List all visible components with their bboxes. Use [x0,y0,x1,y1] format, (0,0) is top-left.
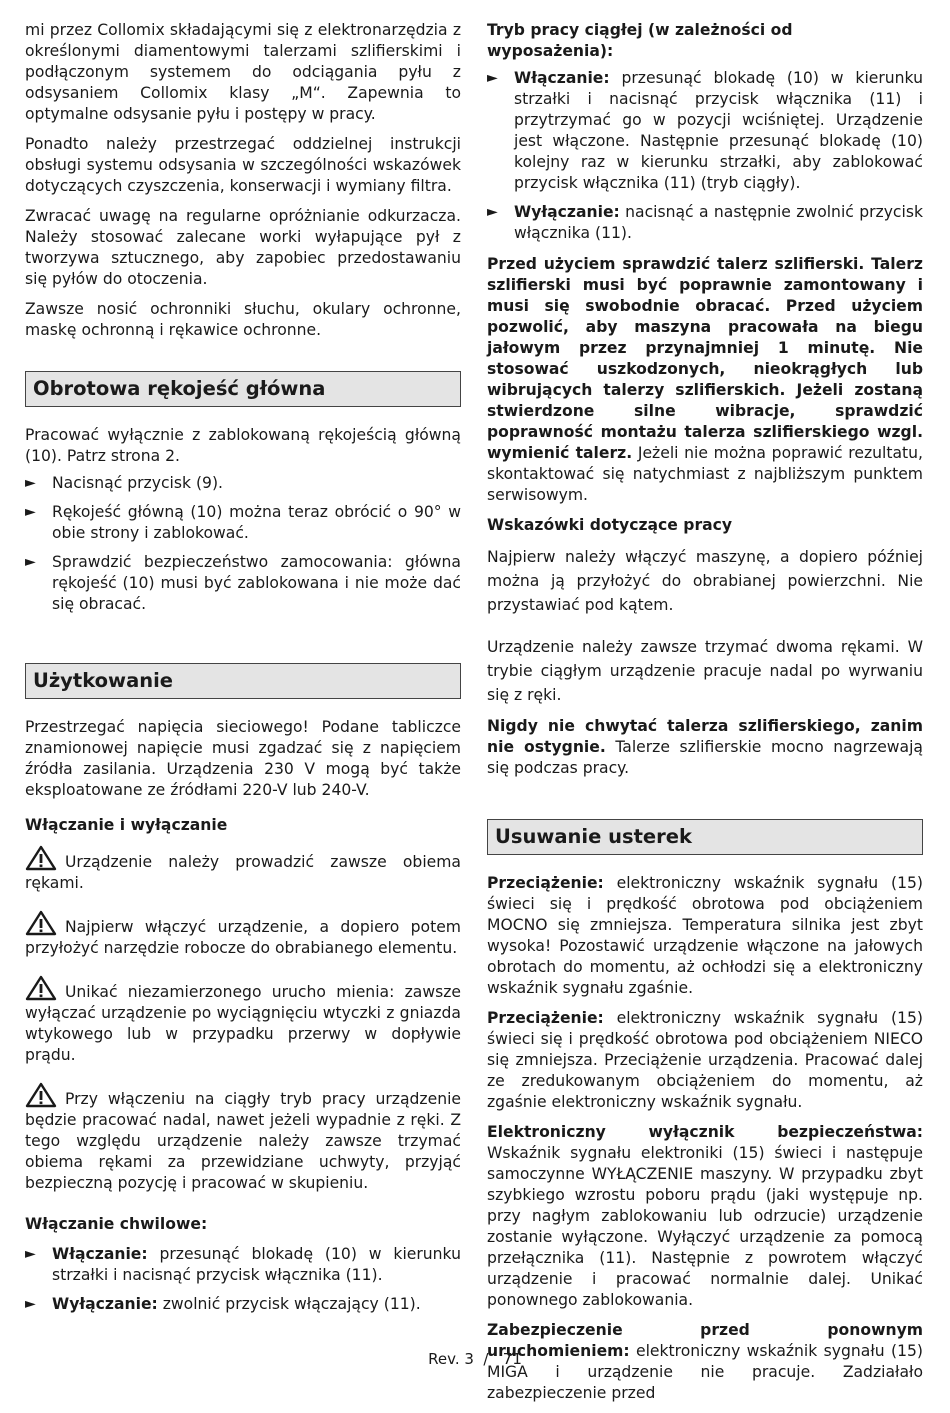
section-heading-rotating-handle: Obrotowa rękojeść główna [25,371,461,407]
warning-note: Najpierw włączyć urządzenie, a dopiero potem przyłożyć narzędzie robocze do obrabianego elementu. [25,910,461,959]
arrow-right-icon: ► [487,70,498,86]
list-item: ► Wyłączanie: nacisnąć a następnie zwolnić przycisk włącznika (11). [487,203,923,242]
left-column [25,20,461,1323]
paragraph: Przestrzegać napięcia sieciowego! Podane tabliczce znamionowej napięcie musi zgadzać się z napięciem źródła zasilania. Urządzenia 230 V mogą być także eksploatowane ze źródłami 220-V lub 240-V. [25,718,461,799]
paragraph: Urządzenie należy zawsze trzymać dwoma rękami. W trybie ciągłym urządzenie pracuje nadal po wyrwaniu się z ręki. [487,638,923,704]
paragraph: Pracować wyłącznie z zablokowaną rękojeścią główną (10). Patrz strona 2. [25,426,461,465]
arrow-right-icon: ► [25,475,36,491]
list-item: ► Nacisnąć przycisk (9). [25,474,224,492]
arrow-right-icon: ► [25,554,36,570]
paragraph: mi przez Collomix składającymi się z elektronarzędzia z określonymi diamentowymi talerzami szlifierskimi i podłączonym systemem do odciągania pyłu z odsysaniem Collomix klasy „M“. Zapewnia to optymalne odsysanie pyłu i postępy w pracy. [25,21,461,123]
right-column [487,20,923,1413]
warning-triangle-icon [25,910,57,936]
warning-triangle-icon [25,845,57,871]
subheading-continuous-mode: Tryb pracy ciągłej (w zależności od wyposażenia): [487,21,793,60]
paragraph: Przed użyciem sprawdzić talerz szlifierski. Talerz szlifierski musi być poprawnie zamontowany i musi się swobodnie obracać. Przed użyciem pozwolić, aby maszyna pracowała na biegu jałowym przez przynajmniej 1 minutę. Nie stosować uszkodzonych, nieokrągłych lub wibrujących talerzy szlifierskich. Jeżeli zostaną stwierdzone silne wibracje, sprawdzić poprawność montażu talerza szlifierskiego wzgl. wymienić talerz. Jeżeli nie można poprawić rezultatu, skontaktować się natychmiast z najbliższym punktem serwisowym. [487,255,923,504]
paragraph: Przeciążenie: elektroniczny wskaźnik sygnału (15) świeci się i prędkość obrotowa pod obciążeniem MOCNO się zmniejsza. Temperatura silnika jest zbyt wysoka! Pozostawić urządzenie włączone na jałowych obrotach do momentu, aż ochłodzi się a elektroniczny wskaźnik sygnału zgaśnie. [487,874,923,997]
section-heading-troubleshooting: Usuwanie usterek [487,819,923,855]
section-heading-usage: Użytkowanie [25,663,461,699]
paragraph: Ponadto należy przestrzegać oddzielnej instrukcji obsługi systemu odsysania w szczególności wskazówek dotyczących czyszczenia, konserwacji i wymiany filtra. [25,135,461,195]
list-item: ► Włączanie: przesunąć blokadę (10) w kierunku strzałki i nacisnąć przycisk włącznika (11). [25,1245,461,1284]
arrow-right-icon: ► [487,204,498,220]
warning-note: Unikać niezamierzonego urucho mienia: zawsze wyłączać urządzenie po wyciągnięciu wtyczki z gniazda wtykowego lub w przypadku przerwy w dopływie prądu. [25,975,461,1066]
paragraph: Zabezpieczenie przed ponownym uruchomieniem: elektroniczny wskaźnik sygnału (15) MIGA i urządzenie nie pracuje. Zadziałało zabezpieczenie przed [487,1321,923,1402]
paragraph: Przeciążenie: elektroniczny wskaźnik sygnału (15) świeci się i prędkość obrotowa pod obciążeniem NIECO się zmniejsza. Przeciążenie urządzenia. Pracować dalej ze zredukowanym obciążeniem do momentu, aż zgaśnie elektroniczny wskaźnik sygnału. [487,1009,923,1111]
subheading-momentary: Włączanie chwilowe: [25,1215,208,1233]
arrow-right-icon: ► [25,1296,36,1312]
paragraph: Elektroniczny wyłącznik bezpieczeństwa: Wskaźnik sygnału elektroniki (15) świeci i następuje samoczynne WYŁĄCZENIE maszyny. W przypadku zbyt szybkiego wzrostu poboru prądu (jaki występuje np. przy nagłym zablokowaniu lub odrzucie) urządzenie zostanie wyłączone. Wyłączyć urządzenie za pomocą przełącznika (11). Następnie z powrotem włączyć urządzenie i pracować normalnie dalej. Unikać ponownego zablokowania. [487,1123,923,1309]
warning-note: Urządzenie należy prowadzić zawsze obiema rękami. [25,845,461,894]
arrow-right-icon: ► [25,504,36,520]
subheading-work-tips: Wskazówki dotyczące pracy [487,516,733,534]
warning-triangle-icon [25,1082,57,1108]
arrow-right-icon: ► [25,1246,36,1262]
paragraph: Zawsze nosić ochronniki słuchu, okulary ochronne, maskę ochronną i rękawice ochronne. [25,300,461,339]
paragraph: Nigdy nie chwytać talerza szlifierskiego, zanim nie ostygnie. Talerze szlifierskie mocno nagrzewają się podczas pracy. [487,717,923,777]
page-number: Rev. 3 / 71 [428,1350,522,1368]
list-item: ► Sprawdzić bezpieczeństwo zamocowania: główna rękojeść (10) musi być zablokowana i nie może dać się obracać. [25,553,461,613]
subheading-on-off: Włączanie i wyłączanie [25,816,228,834]
paragraph: Najpierw należy włączyć maszynę, a dopiero później można ją przyłożyć do obrabianej powierzchni. Nie przystawiać pod kątem. [487,548,923,614]
list-item: ► Wyłączanie: zwolnić przycisk włączający (11). [25,1295,421,1313]
warning-triangle-icon [25,975,57,1001]
list-item: ► Włączanie: przesunąć blokadę (10) w kierunku strzałki i nacisnąć przycisk włącznika (11) i przytrzymać go w pozycji wciśniętej. Urządzenie jest włączone. Następnie przesunąć blokadę (10) kolejny raz w kierunku strzałki, aby zablokować przycisk włącznika (11) (tryb ciągły). [487,69,923,192]
list-item: ► Rękojeść główną (10) można teraz obrócić o 90° w obie strony i zablokować. [25,503,461,542]
paragraph: Zwracać uwagę na regularne opróżnianie odkurzacza. Należy stosować zalecane worki wyłapujące pył z tworzywa sztucznego, aby zapobiec przedostawaniu się pyłów do otoczenia. [25,207,461,288]
warning-note: Przy włączeniu na ciągły tryb pracy urządzenie będzie pracować nadal, nawet jeżeli wypadnie z ręki. Z tego względu urządzenie należy zawsze trzymać obiema rękami za przewidziane uchwyty, przyjąć bezpieczną pozycję i pracować w skupieniu. [25,1082,461,1194]
